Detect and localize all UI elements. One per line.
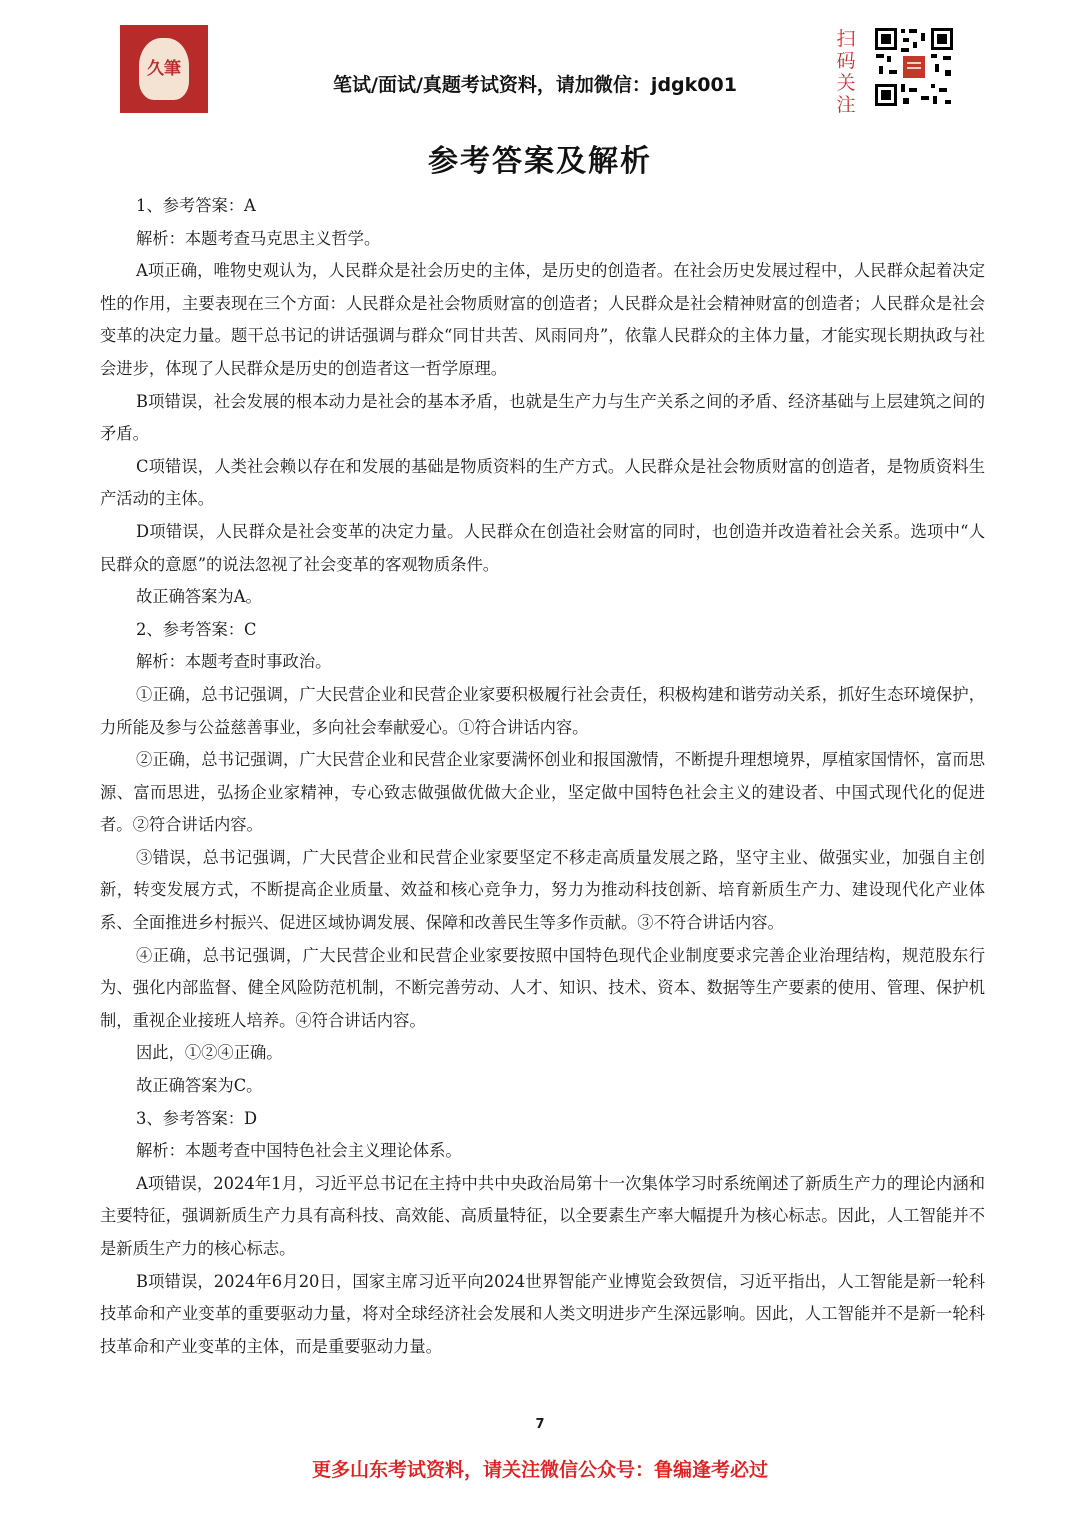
paragraph: 1、参考答案：A bbox=[136, 196, 256, 215]
paragraph: 因此，①②④正确。 bbox=[136, 1043, 283, 1063]
paragraph: ②正确，总书记强调，广大民营企业和民营企业家要满怀创业和报国激情，不断提升理想境界，厚植家国情怀，富而思源、富而思进，弘扬企业家精神，专心致志做强做优做大企业，坚定做中国特色社会主义的建设者、中国式现代化的促进者。②符合讲话内容。 bbox=[100, 750, 985, 835]
footer-notice: 更多山东考试资料，请关注微信公众号：鲁编逢考必过 bbox=[311, 1459, 768, 1481]
paragraph: ③错误，总书记强调，广大民营企业和民营企业家要坚定不移走高质量发展之路，坚守主业、做强实业，加强自主创新，转变发展方式，不断提高企业质量、效益和核心竞争力，努力为推动科技创新、培育新质生产力、建设现代化产业体系、全面推进乡村振兴、促进区域协调发展、保障和改善民生等多作贡献。③不符合讲话内容。 bbox=[100, 847, 985, 933]
paragraph: 故正确答案为C。 bbox=[136, 1076, 263, 1096]
page-number: 7 bbox=[535, 1417, 545, 1432]
scan-label-char: 码 bbox=[836, 50, 856, 72]
brand-logo bbox=[120, 25, 208, 113]
scan-label bbox=[834, 28, 858, 116]
paragraph: 故正确答案为A。 bbox=[136, 587, 262, 607]
logo-text: 久筆 bbox=[147, 58, 181, 79]
page-title: 参考答案及解析 bbox=[428, 144, 652, 179]
paragraph: 2、参考答案：C bbox=[136, 619, 257, 639]
page-header bbox=[0, 0, 1080, 120]
paragraph: 3、参考答案：D bbox=[136, 1108, 258, 1128]
paragraph: A项正确，唯物史观认为，人民群众是社会历史的主体，是历史的创造者。在社会历史发展过程中，人民群众起着决定性的作用，主要表现在三个方面：人民群众是社会物质财富的创造者；人民群众是社会精神财富的创造者；人民群众是社会变革的决定力量。题干总书记的讲话强调与群众“同甘共苦、风雨同舟”，依靠人民群众的主体力量，才能实现长期执政与社会进步，体现了人民群众是历史的创造者这一哲学原理。 bbox=[100, 261, 985, 378]
scan-label-char: 注 bbox=[836, 94, 856, 116]
scan-label-char: 关 bbox=[836, 72, 856, 94]
paragraph: 解析：本题考查时事政治。 bbox=[136, 652, 332, 672]
paragraph: A项错误，2024年1月，习近平总书记在主持中共中央政治局第十一次集体学习时系统阐述了新质生产力的理论内涵和主要特征，强调新质生产力具有高科技、高效能、高质量特征，以全要素生产率大幅提升为核心标志。因此，人工智能并不是新质生产力的核心标志。 bbox=[100, 1173, 985, 1258]
paragraph: 解析：本题考查马克思主义哲学。 bbox=[136, 228, 381, 248]
paragraph: B项错误，2024年6月20日，国家主席习近平向2024世界智能产业博览会致贺信，习近平指出，人工智能是新一轮科技革命和产业变革的重要驱动力量，将对全球经济社会发展和人类文明进步产生深远影响。因此，人工智能并不是新一轮科技革命和产业变革的主体，而是重要驱动力量。 bbox=[100, 1271, 985, 1356]
document-body bbox=[100, 190, 985, 1363]
paragraph: D项错误，人民群众是社会变革的决定力量。人民群众在创造社会财富的同时，也创造并改造着社会关系。选项中“人民群众的意愿”的说法忽视了社会变革的客观物质条件。 bbox=[100, 521, 985, 574]
paragraph: ①正确，总书记强调，广大民营企业和民营企业家要积极履行社会责任，积极构建和谐劳动关系，抓好生态环境保护，力所能及参与公益慈善事业，多向社会奉献爱心。①符合讲话内容。 bbox=[100, 684, 985, 737]
scan-label-char: 扫 bbox=[836, 28, 856, 50]
header-title: 笔试/面试/真题考试资料，请加微信：jdgk001 bbox=[333, 74, 737, 96]
paragraph: C项错误，人类社会赖以存在和发展的基础是物质资料的生产方式。人民群众是社会物质财富的创造者，是物质资料生产活动的主体。 bbox=[100, 456, 985, 509]
paragraph: ④正确，总书记强调，广大民营企业和民营企业家要按照中国特色现代企业制度要求完善企业治理结构，规范股东行为、强化内部监督、健全风险防范机制，不断完善劳动、人才、知识、技术、资本、数据等生产要素的使用、管理、保护机制，重视企业接班人培养。④符合讲话内容。 bbox=[100, 945, 985, 1030]
paragraph: B项错误，社会发展的根本动力是社会的基本矛盾，也就是生产力与生产关系之间的矛盾、经济基础与上层建筑之间的矛盾。 bbox=[100, 391, 985, 444]
paragraph: 解析：本题考查中国特色社会主义理论体系。 bbox=[136, 1141, 462, 1161]
qr-code-icon[interactable] bbox=[873, 26, 955, 108]
logo-emblem bbox=[139, 38, 189, 100]
